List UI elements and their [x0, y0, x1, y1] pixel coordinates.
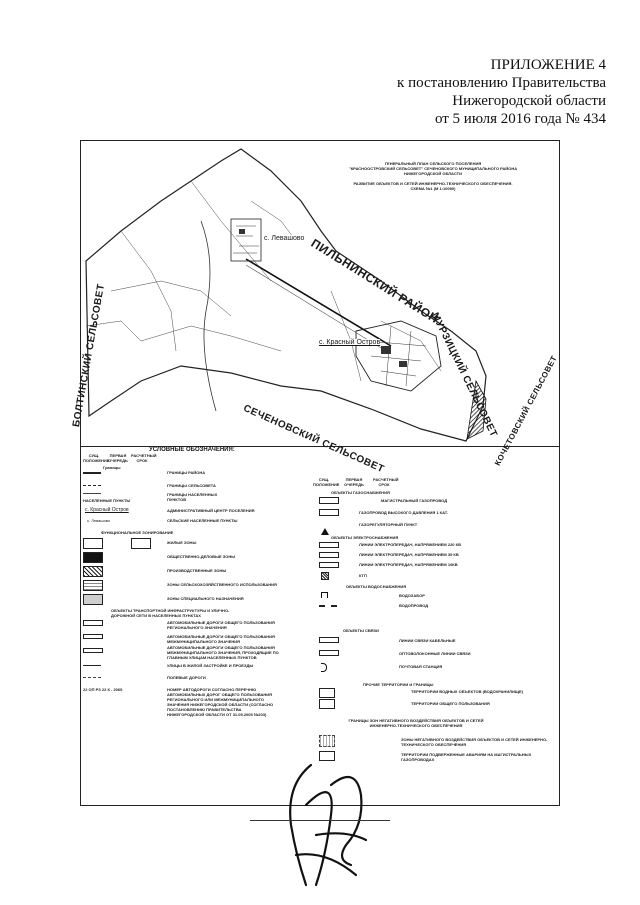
- power-220-symbol: [319, 542, 339, 548]
- power-10-symbol: [319, 562, 339, 568]
- main-street-road-symbol: [83, 648, 103, 653]
- legend-item: КТП: [359, 573, 367, 578]
- pilninsky-district-label: ПИЛЬНИНСКИЙ РАЙОН: [308, 236, 442, 327]
- high-pressure-gas-symbol: [319, 509, 339, 516]
- ktp-symbol: [321, 572, 329, 580]
- legend-item: ГРАНИЦЫ НАСЕЛЕННЫХ ПУНКТОВ: [167, 492, 218, 502]
- agricultural-zone-symbol: [83, 580, 103, 591]
- legend-title: УСЛОВНЫЕ ОБОЗНАЧЕНИЯ:: [149, 447, 235, 453]
- public-territory-symbol: [319, 699, 335, 709]
- col-header-existing: СУЩ. ПОЛОЖЕНИЕ: [83, 453, 110, 463]
- water-body-symbol: [319, 688, 335, 698]
- legend-item: АВТОМОБИЛЬНЫЕ ДОРОГИ ОБЩЕГО ПОЛЬЗОВАНИЯ РЕГИОНАЛЬНОГО ЗНАЧЕНИЯ: [167, 620, 275, 630]
- legend-item: ГРАНИЦЫ РАЙОНА: [167, 470, 206, 475]
- map-title-line: ГЕНЕРАЛЬНЫЙ ПЛАН СЕЛЬСКОГО ПОСЕЛЕНИЯ: [384, 161, 482, 166]
- protection-heading: ГРАНИЦЫ ЗОН НЕГАТИВНОГО ВОЗДЕЙСТВИЯ ОБЪЕКТОВ И СЕТЕЙ ИНЖЕНЕРНО-ТЕХНИЧЕСКОГО ОБЕСПЕЧЕНИЯ: [348, 718, 484, 728]
- settlement-example-1: с. Красный Остров: [85, 507, 129, 513]
- settlements-heading: НАСЕЛЕННЫЕ ПУНКТЫ: [83, 498, 131, 503]
- appendix-header: [397, 56, 606, 128]
- krasny-ostrov-label: с. Красный Остров: [319, 339, 381, 346]
- industrial-zone-symbol: [83, 566, 103, 577]
- council-border-symbol: [83, 485, 101, 486]
- borders-heading: Границы: [103, 465, 121, 470]
- legend-item: ЗОНЫ СЕЛЬСКОХОЗЯЙСТВЕННОГО ИСПОЛЬЗОВАНИЯ: [167, 582, 277, 587]
- settlement-border-symbol: [83, 493, 101, 494]
- appendix-number: ПРИЛОЖЕНИЕ 4: [490, 57, 606, 73]
- road-note: НОМЕР АВТОДОРОГИ СОГЛАСНО ПЕРЕЧНЮ АВТОМОБИЛЬНЫХ ДОРОГ ОБЩЕГО ПОЛЬЗОВАНИЯ РЕГИОНАЛЬНОГО ИЛИ МЕЖМУНИЦИПАЛЬНОГО ЗНАЧЕНИЯ НИЖЕГОРОДСКОЙ ОБЛАСТИ (СОГЛАСНО ПОСТАНОВЛЕНИЮ ПРАВИТЕЛЬСТВА НИЖЕГОРОДСКОЙ ОБЛАСТИ ОТ 31.05.2005 №203): [167, 687, 274, 717]
- legend-item: МАГИСТРАЛЬНЫЙ ГАЗОПРОВОД: [381, 498, 448, 503]
- levashovo-label: с. Левашово: [264, 235, 305, 242]
- legend-item: ГАЗОРЕГУЛЯТОРНЫЙ ПУНКТ: [359, 522, 418, 527]
- legend-item: ТЕРРИТОРИИ ПОДВЕРЖЕННЫЕ АВАРИЯМ НА МАГИСТРАЛЬНЫХ ГАЗОПРОВОДАХ: [401, 752, 532, 762]
- legend-item: ТЕРРИТОРИИ ВОДНЫХ ОБЪЕКТОВ (ВОДОХРАНИЛИЩЕ): [411, 689, 523, 694]
- col-header-final-right: РАСЧЕТНЫЙ СРОК: [373, 477, 399, 487]
- legend-item: ЗОНЫ СПЕЦИАЛЬНОГО НАЗНАЧЕНИЯ: [167, 596, 244, 601]
- legend-item: ВОДОЗАБОР: [399, 593, 425, 598]
- legend-item: АВТОМОБИЛЬНЫЕ ДОРОГИ ОБЩЕГО ПОЛЬЗОВАНИЯ МЕЖМУНИЦИПАЛЬНОГО ЗНАЧЕНИЯ, ПРОХОДЯЩИЕ ПО ГЛАВНЫМ УЛИЦАМ НАСЕЛЕННЫХ ПУНКТОВ: [167, 645, 279, 660]
- region-line: Нижегородской области: [452, 93, 606, 109]
- legend-item: ГРАНИЦЫ СЕЛЬСОВЕТА: [167, 483, 216, 488]
- settlement-boundary: [86, 149, 486, 441]
- legend-item: ВОДОПРОВОД: [399, 603, 429, 608]
- residential-zone-plan-symbol: [131, 538, 151, 549]
- water-pipe-symbol: [319, 605, 337, 607]
- legend-item: ОПТОВОЛОКОННЫЕ ЛИНИИ СВЯЗИ: [399, 651, 471, 656]
- settlement-example-2: с. Левашово: [87, 518, 111, 523]
- map-title: [313, 161, 553, 191]
- gas-heading: ОБЪЕКТЫ ГАЗОСНАБЖЕНИЯ: [331, 490, 390, 495]
- water-intake-icon: [321, 592, 328, 598]
- main-gas-symbol: [319, 497, 339, 504]
- special-zone-symbol: [83, 594, 103, 605]
- legend-item: ЛИНИИ ЭЛЕКТРОПЕРЕДАЧ, НАПРЯЖЕНИЕМ 10КВ: [359, 562, 458, 567]
- map-title-line: "КРАСНООСТРОВСКИЙ СЕЛЬСОВЕТ" СЕЧЕНОВСКОГО МУНИЦИПАЛЬНОГО РАЙОНА: [348, 166, 518, 171]
- street-symbol: [83, 665, 101, 666]
- legend-item: ЗОНЫ НЕГАТИВНОГО ВОЗДЕЙСТВИЯ ОБЪЕКТОВ И СЕТЕЙ ИНЖЕНЕРНО-ТЕХНИЧЕСКОГО ОБЕСПЕЧЕНИЯ: [401, 737, 548, 747]
- intermunicipal-road-symbol: [83, 634, 103, 639]
- road-code: 22 ОП РЗ 22 К - 2065: [83, 687, 123, 692]
- decree-line: к постановлению Правительства: [397, 75, 606, 91]
- murzitsky-label: МУРЗИЦКИЙ СЕЛЬСОВЕТ: [429, 311, 500, 440]
- field-boundary: [141, 326, 281, 351]
- boltinsky-label: БОЛТИНСКИЙ СЕЛЬСОВЕТ: [71, 282, 108, 428]
- water-heading: ОБЪЕКТЫ ВОДОСНАБЖЕНИЯ: [346, 584, 407, 589]
- post-icon: [321, 663, 327, 672]
- col-header-first-stage: ПЕРВАЯ ОЧЕРЕДЬ: [108, 453, 128, 463]
- zoning-heading: ФУНКЦИОНАЛЬНОЕ ЗОНИРОВАНИЕ: [101, 530, 174, 535]
- field-boundary: [331, 291, 361, 381]
- levashovo-settlement: [231, 219, 261, 261]
- legend-item: УЛИЦЫ В ЖИЛОЙ ЗАСТРОЙКЕ И ПРОЕЗДЫ: [167, 663, 254, 668]
- legend-item: ПОЛЕВЫЕ ДОРОГИ: [167, 675, 206, 680]
- col-header-final: РАСЧЕТНЫЙ СРОК: [131, 453, 157, 463]
- legend-item: ОБЩЕСТВЕННО-ДЕЛОВЫЕ ЗОНЫ: [167, 554, 236, 559]
- power-heading: ОБЪЕКТЫ ЭЛЕКТРОСНАБЖЕНИЯ: [331, 535, 399, 540]
- gas-point-icon: [321, 528, 329, 535]
- sechenovsky-label: СЕЧЕНОВСКИЙ СЕЛЬСОВЕТ: [241, 403, 386, 476]
- legend-item: АДМИНИСТРАТИВНЫЙ ЦЕНТР ПОСЕЛЕНИЯ: [167, 508, 255, 513]
- signature: [276, 745, 386, 900]
- fiber-symbol: [319, 650, 339, 656]
- kochetovsky-label: КОЧЕТОВСКИЙ СЕЛЬСОВЕТ: [493, 354, 559, 468]
- comm-heading: ОБЪЕКТЫ СВЯЗИ: [343, 628, 379, 633]
- legend-item: ПОЧТОВАЯ СТАНЦИЯ: [399, 664, 443, 669]
- map-title-line: НИЖЕГОРОДСКОЙ ОБЛАСТИ: [404, 171, 462, 176]
- legend-item: ЛИНИИ СВЯЗИ КАБЕЛЬНЫЕ: [399, 638, 456, 643]
- legend-item: ЛИНИИ ЭЛЕКТРОПЕРЕДАЧ, НАПРЯЖЕНИЕМ 220 КВ: [359, 542, 461, 547]
- river: [201, 221, 216, 411]
- signature-line: [250, 820, 390, 821]
- legend-item: ТЕРРИТОРИИ ОБЩЕГО ПОЛЬЗОВАНИЯ: [411, 701, 490, 706]
- col-header-first-stage-right: ПЕРВАЯ ОЧЕРЕДЬ: [344, 477, 364, 487]
- territory-heading: ПРОЧИЕ ТЕРРИТОРИИ И ГРАНИЦЫ: [363, 682, 434, 687]
- power-35-symbol: [319, 552, 339, 558]
- map-title-line: СХЕМА №1 (М 1:10000): [410, 186, 456, 191]
- field-road-symbol: [83, 677, 101, 678]
- col-header-existing-right: СУЩ. ПОЛОЖЕНИЕ: [313, 477, 340, 487]
- legend-item: ПРОИЗВОДСТВЕННЫЕ ЗОНЫ: [167, 568, 227, 573]
- transport-heading: ОБЪЕКТЫ ТРАНСПОРТНОЙ ИНФРАСТРУКТУРЫ И УЛИЧНО-ДОРОЖНОЙ СЕТИ В НАСЕЛЕННЫХ ПУНКТАХ: [111, 608, 230, 618]
- district-border-symbol: [83, 472, 101, 474]
- legend-item: ЛИНИИ ЭЛЕКТРОПЕРЕДАЧ, НАПРЯЖЕНИЕМ 35 КВ: [359, 552, 459, 557]
- legend-item: ЖИЛЫЕ ЗОНЫ: [167, 540, 197, 545]
- krasny-ostrov-settlement: [356, 321, 441, 391]
- date-line: от 5 июля 2016 года № 434: [434, 111, 606, 127]
- regional-road-symbol: [83, 620, 103, 626]
- public-zone-symbol: [83, 552, 103, 563]
- legend-item: АВТОМОБИЛЬНЫЕ ДОРОГИ ОБЩЕГО ПОЛЬЗОВАНИЯ МЕЖМУНИЦИПАЛЬНОГО ЗНАЧЕНИЯ: [167, 634, 275, 644]
- map-title-line: РАЗВИТИЕ ОБЪЕКТОВ И СЕТЕЙ ИНЖЕНЕРНО-ТЕХНИЧЕСКОГО ОБЕСПЕЧЕНИЯ.: [353, 181, 513, 186]
- legend-item: СЕЛЬСКИЕ НАСЕЛЕННЫЕ ПУНКТЫ: [167, 518, 238, 523]
- cable-symbol: [319, 637, 339, 643]
- legend-item: ГАЗОПРОВОД ВЫСОКОГО ДАВЛЕНИЯ 1 КАТ.: [359, 510, 448, 515]
- residential-zone-symbol: [83, 538, 103, 549]
